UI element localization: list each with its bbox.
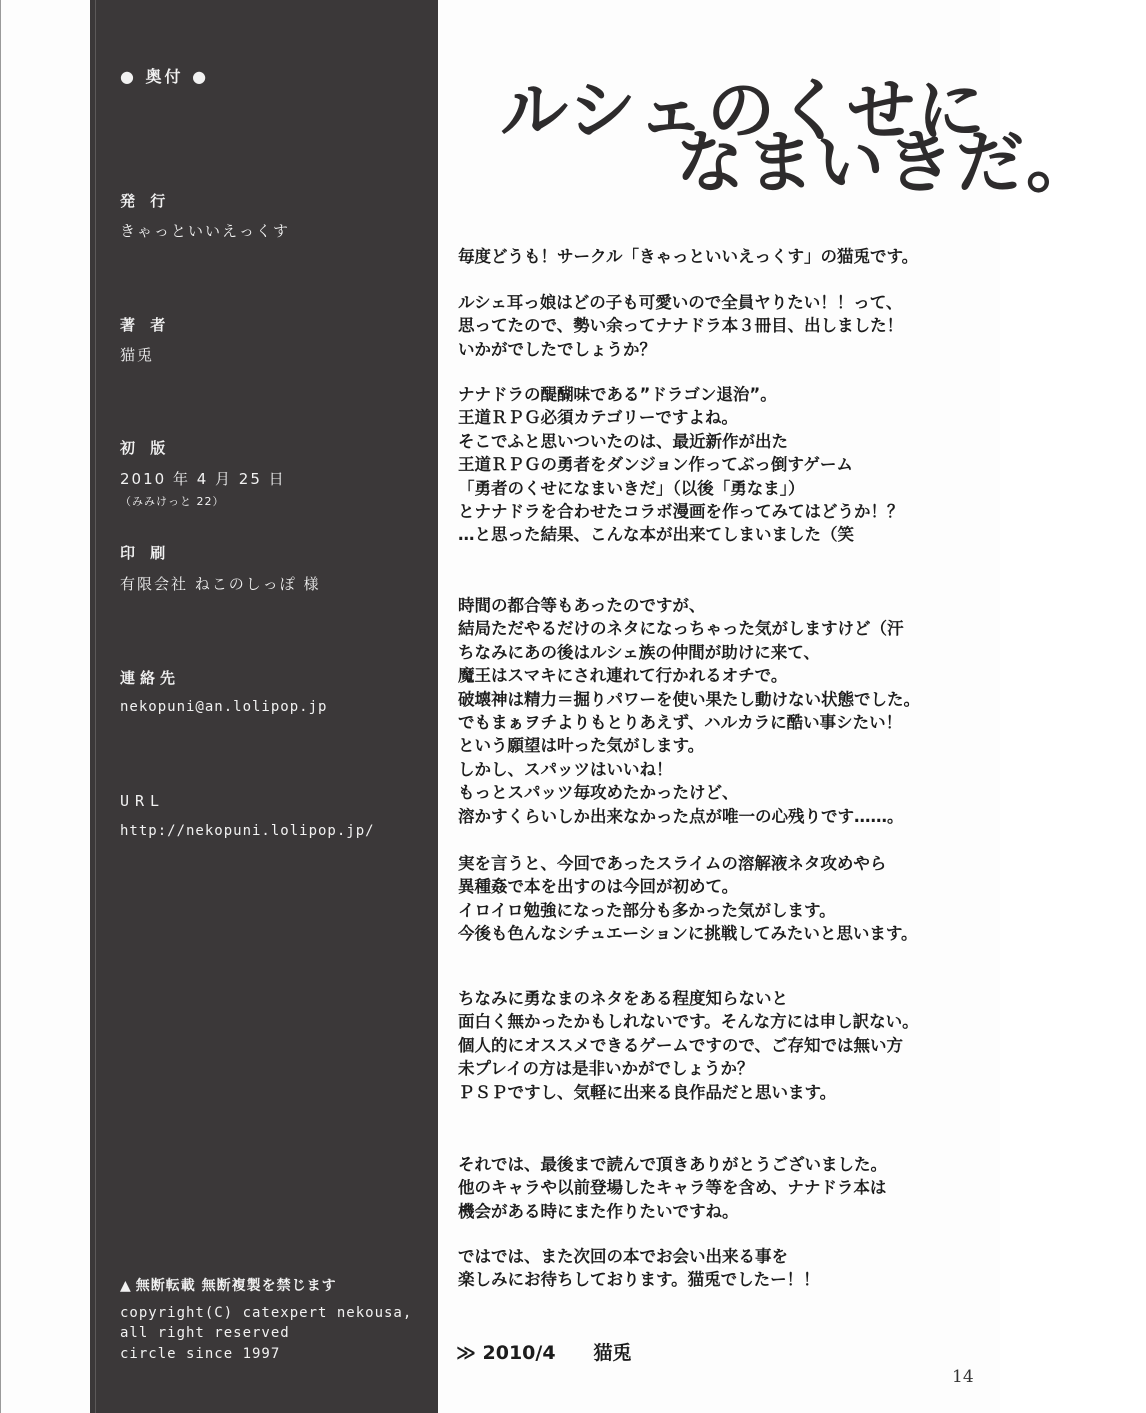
author-name: 猫兎 <box>120 346 155 364</box>
afterword-line: 王道ＲＰＧ必須カテゴリーですよね。 <box>458 408 738 428</box>
afterword-line: ルシェ耳っ娘はどの子も可愛いので全員ヤりたい！！って、 <box>458 293 903 312</box>
afterword-line: 毎度どうも！サークル「きゃっといいえっくす」の猫兎です。 <box>458 247 919 266</box>
afterword-line: 王道ＲＰＧの勇者をダンジョン作ってぶっ倒すゲーム <box>458 455 853 475</box>
website-url[interactable]: http://nekopuni.lolipop.jp/ <box>120 823 375 839</box>
afterword-line: 時間の都合等もあったのですが、 <box>458 596 706 615</box>
afterword-line: いかがでしたでしょうか？ <box>458 339 656 359</box>
author-label: 著 者 <box>120 316 171 334</box>
edition-label: 初 版 <box>120 439 171 457</box>
afterword-line: 溶かすくらいしか出来なかった点が唯一の心残りです……。 <box>458 806 904 826</box>
page-edge <box>0 0 1 1413</box>
notice <box>120 1275 337 1295</box>
colophon-heading: ● 奥付 ● <box>120 67 210 86</box>
afterword-line: ちなみに勇なまのネタをある程度知らないと <box>458 989 788 1008</box>
afterword-line: 破壊神は精力＝掘りパワーを使い果たし動けない状態でした。 <box>458 689 920 709</box>
afterword-line: イロイロ勉強になった部分も多かった気がします。 <box>458 900 836 920</box>
copyright-line: copyright(C) catexpert nekousa, <box>120 1305 413 1321</box>
panel-border <box>95 0 96 1413</box>
contact-email[interactable]: nekopuni@an.lolipop.jp <box>120 699 328 715</box>
afterword-line: ちなみにあの後はルシェ族の仲間が助けに来て、 <box>458 642 820 662</box>
url-label: URL <box>120 792 166 810</box>
afterword-line: 思ってたので、勢い余ってナナドラ本３冊目、出しました！ <box>458 316 904 336</box>
afterword-line: もっとスパッツ毎攻めたかったけど、 <box>458 783 739 803</box>
title-line-1: ルシェのくせに <box>500 72 987 151</box>
afterword-line: 楽しみにお待ちしております。猫兎でしたー！！ <box>458 1270 820 1290</box>
contact-label: 連絡先 <box>120 669 181 687</box>
afterword-line: 他のキャラや以前登場したキャラ等を含め、ナナドラ本は <box>458 1178 887 1198</box>
afterword-line: 異種姦で本を出すのは今回が初めて。 <box>458 877 739 897</box>
afterword-line: 面白く無かったかもしれないです。そんな方には申し訳ない。 <box>458 1012 919 1032</box>
title-line-2: なまいきだ。 <box>676 124 1097 203</box>
page-number: 14 <box>952 1367 974 1387</box>
publisher-label: 発 行 <box>120 192 171 210</box>
afterword-line: 魔王はスマキにされ連れて行かれるオチで。 <box>458 666 788 686</box>
afterword-line: ではでは、また次回の本でお会い出来る事を <box>458 1247 788 1266</box>
printer-label: 印 刷 <box>120 544 171 562</box>
publisher-name: きゃっといいえっくす <box>120 222 291 240</box>
notice-text: 無断転載 無断複製を禁じます <box>135 1278 337 1294</box>
afterword-line: とナナドラを合わせたコラボ漫画を作ってみてはどうか！？ <box>458 502 904 521</box>
colophon-panel <box>90 0 438 1413</box>
signature: ≫ 2010/4 猫兎 <box>456 1342 632 1364</box>
afterword-line: それでは、最後まで読んで頂きありがとうございました。 <box>458 1155 887 1174</box>
afterword-line: …と思った結果、こんな本が出来てしまいました（笑 <box>458 525 854 545</box>
afterword-line: ＰＳＰですし、気軽に出来る良作品だと思います。 <box>458 1082 837 1102</box>
edition-date: 2010 年 4 月 25 日 <box>120 470 286 488</box>
afterword-line: 未プレイの方は是非いかがでしょうか？ <box>458 1059 754 1079</box>
afterword-line: しかし、スパッツはいいね！ <box>458 760 673 779</box>
afterword-line: 実を言うと、今回であったスライムの溶解液ネタ攻めやら <box>458 854 887 873</box>
afterword-line: 個人的にオススメできるゲームですので、ご存知では無い方 <box>458 1035 904 1055</box>
afterword-line: 「勇者のくせになまいきだ」（以後「勇なま」） <box>458 478 805 498</box>
afterword-line: 今後も色んなシチュエーションに挑戦してみたいと思います。 <box>458 924 918 944</box>
afterword-line: 機会がある時にまた作りたいですね。 <box>458 1201 739 1221</box>
copyright-line: all right reserved <box>120 1325 290 1341</box>
edition-event: （みみけっと 22） <box>120 495 225 508</box>
afterword-line: 結局ただやるだけのネタになっちゃった気がしますけど（汗 <box>458 619 904 639</box>
afterword-line: ナナドラの醍醐味である”ドラゴン退治”。 <box>458 385 777 404</box>
afterword-line: という願望は叶った気がします。 <box>458 736 705 756</box>
afterword-line: でもまぁヲチよりもとりあえず、ハルカラに酷い事シたい！ <box>458 713 903 732</box>
afterword-line: そこでふと思いついたのは、最近新作が出た <box>458 431 788 451</box>
printer-name: 有限会社 ねこのしっぽ 様 <box>120 575 321 593</box>
warning-icon: ▲ <box>120 1278 132 1294</box>
copyright-line: circle since 1997 <box>120 1346 281 1362</box>
